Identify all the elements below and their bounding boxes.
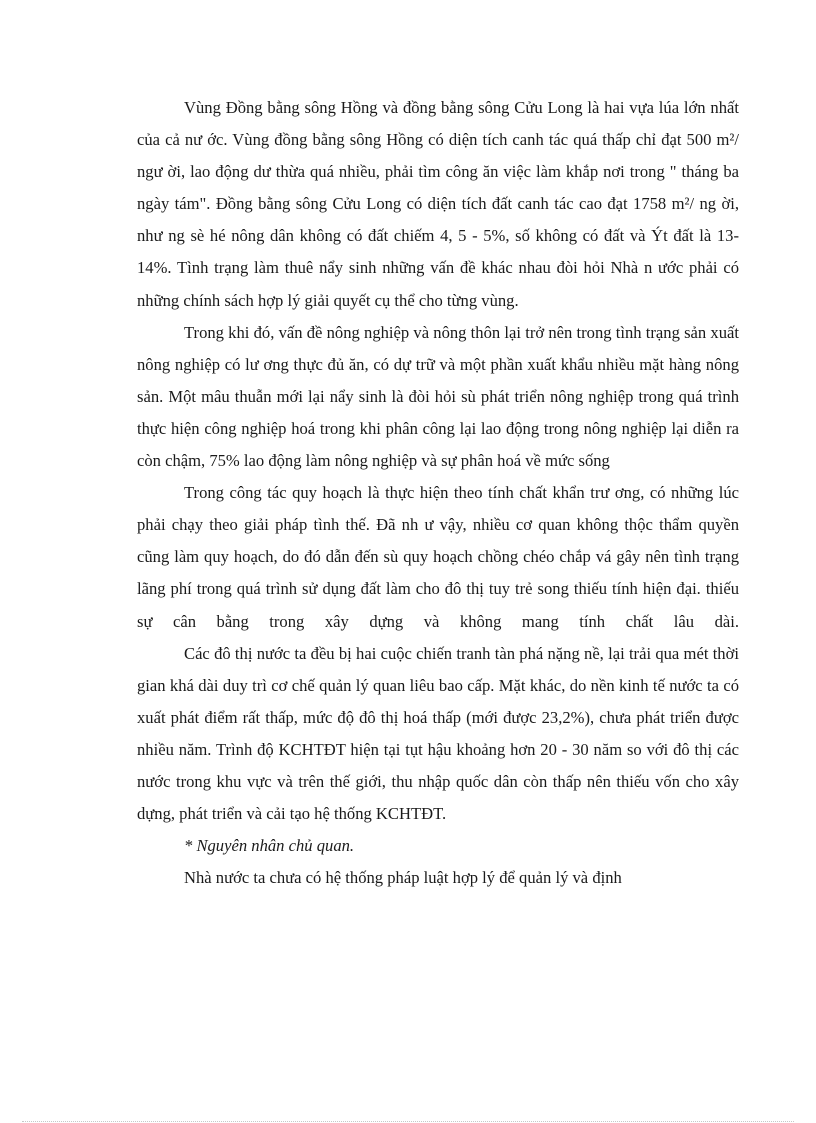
subjective-causes-heading: * Nguyên nhân chủ quan. [184, 836, 355, 856]
document-body [137, 92, 739, 894]
paragraph-urban-planning: Trong công tác quy hoạch là thực hiện theo tính chất khẩn trư ơng, có những lúc phải chạy theo giải pháp tình thế. Đã nh ư vậy, nhiều cơ quan không thộc thẩm quyền cũng làm quy hoạch, do đó dẫn đến sù quy hoạch chồng chéo chắp vá gây nên tình trạng lãng phí trong quá trình sử dụng đất làm cho đô thị tuy trẻ song thiếu tính hiện đại. thiếu sự cân bằng trong xây dựng và không mang tính chất lâu dài. [137, 483, 739, 631]
paragraph-urban-infrastructure: Các đô thị nước ta đều bị hai cuộc chiến tranh tàn phá nặng nề, lại trải qua mét thời gian khá dài duy trì cơ chế quản lý quan liêu bao cấp. Mặt khác, do nền kinh tế nước ta có xuất phát điểm rất thấp, mức độ đô thị hoá thấp (mới được 23,2%), chưa phát triển được nhiều năm. Trình độ KCHTĐT hiện tại tụt hậu khoảng hơn 20 - 30 năm so với đô thị các nước trong khu vực và trên thế giới, thu nhập quốc dân còn thấp nên thiếu vốn cho xây dựng, phát triển và cải tạo hệ thống KCHTĐT. [137, 643, 739, 824]
paragraph-agriculture-issues: Trong khi đó, vấn đề nông nghiệp và nông thôn lại trở nên trong tình trạng sản xuất nông nghiệp có lư ơng thực đủ ăn, có dự trữ và một phần xuất khẩu nhiều mặt hàng nông sản. Một mâu thuẫn mới lại nẩy sinh là đòi hỏi sù phát triển nông nghiệp trong quá trình thực hiện công nghiệp hoá trong khi phân công lại lao động trong nông nghiệp lại diễn ra còn chậm, 75% lao động làm nông nghiệp và sự phân hoá về mức sống [137, 322, 739, 471]
page-bottom-divider [22, 1121, 794, 1122]
paragraph-rice-regions: Vùng Đồng bằng sông Hồng và đồng bằng sông Cửu Long là hai vựa lúa lớn nhất của cả nư ớc. Vùng đồng bằng sông Hồng có diện tích canh tác quá thấp chỉ đạt 500 m²/ ngư ời, lao động dư thừa quá nhiều, phải tìm công ăn việc làm khắp nơi trong " tháng ba ngày tám". Đồng bằng sông Cửu Long có diện tích đất canh tác cao đạt 1758 m²/ ng ời, như ng sè hé nông dân không có đất chiếm 4, 5 - 5%, số không có đất và Ýt đất là 13-14%. Tình trạng làm thuê nẩy sinh những vấn đề khác nhau đòi hỏi Nhà n ước phải có những chính sách hợp lý giải quyết cụ thể cho từng vùng. [137, 98, 739, 310]
paragraph-legal-system: Nhà nước ta chưa có hệ thống pháp luật hợp lý để quản lý và định [184, 868, 622, 888]
